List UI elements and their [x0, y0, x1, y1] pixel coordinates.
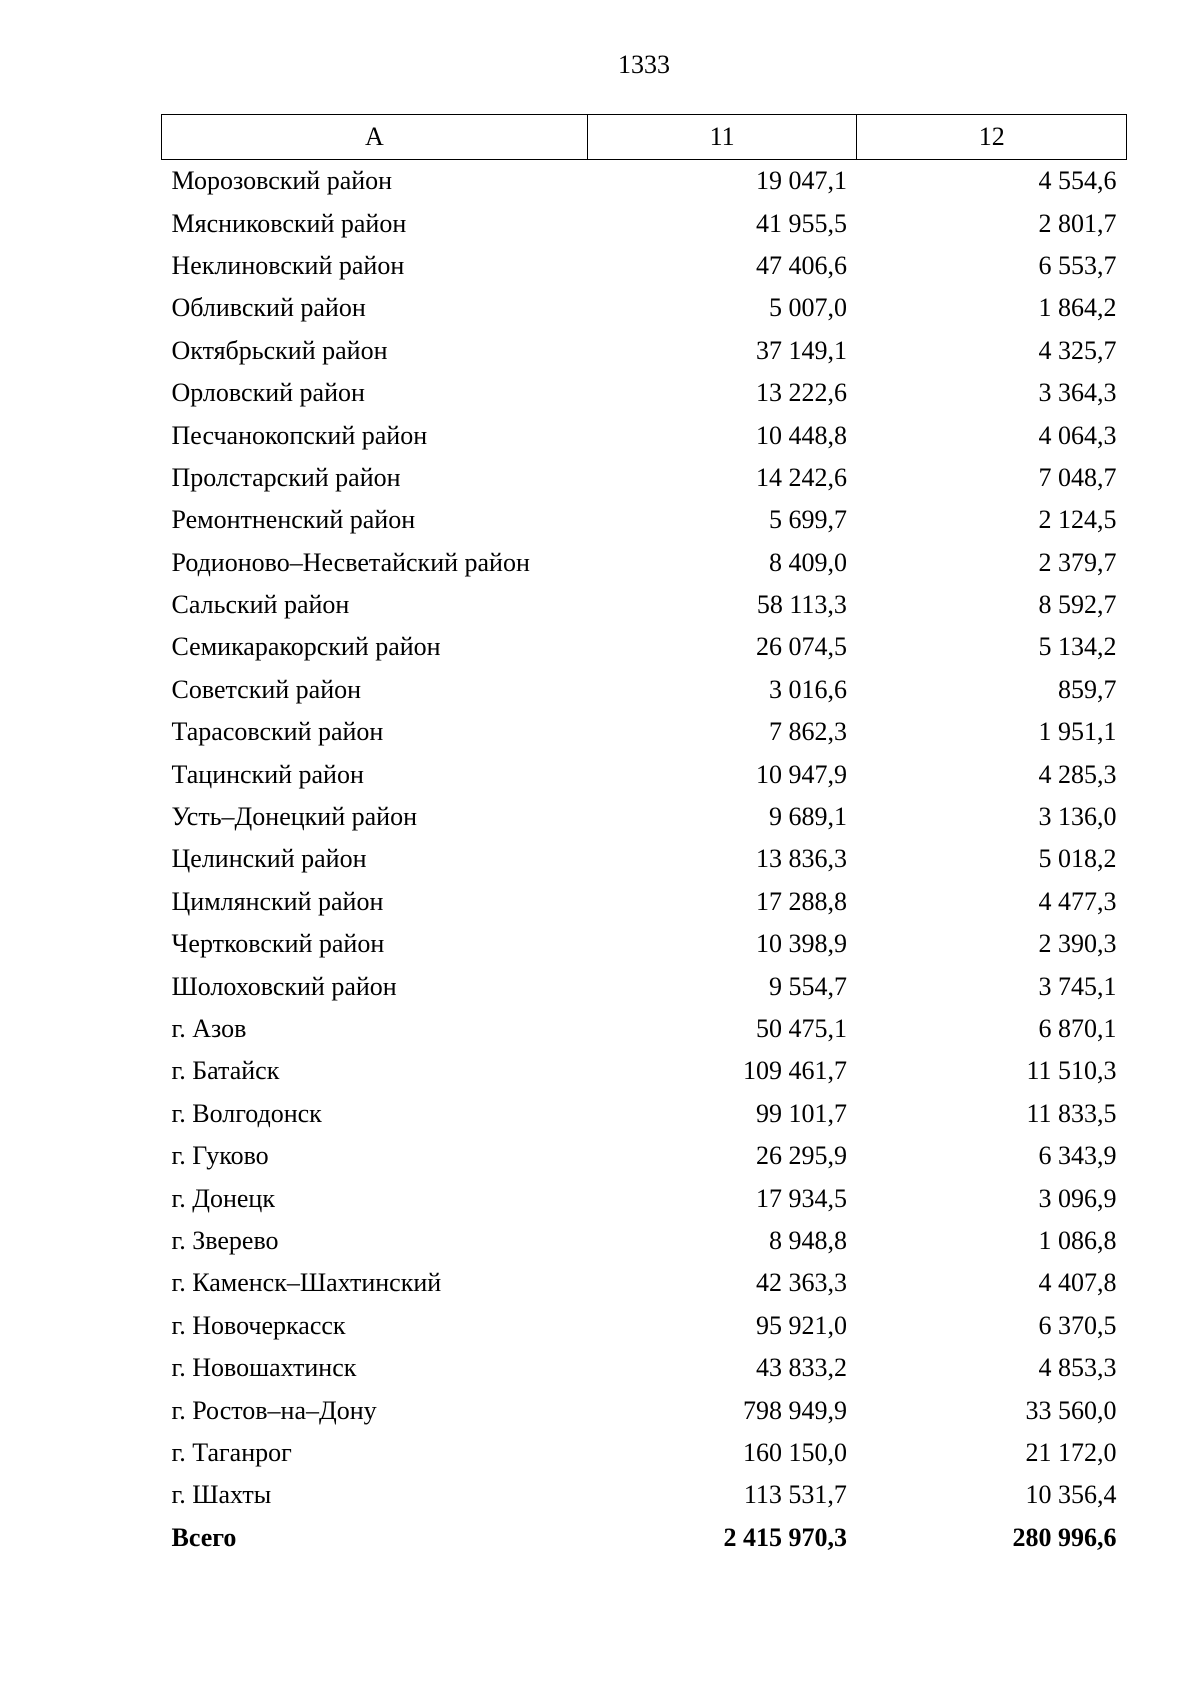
row-value-11: 19 047,1 [755, 166, 847, 196]
row-value-12: 2 124,5 [1038, 505, 1117, 535]
row-name: Семикаракорский район [171, 632, 441, 662]
row-name: Орловский район [171, 378, 365, 408]
row-value-12: 4 477,3 [1038, 886, 1117, 916]
row-value-12: 3 745,1 [1038, 971, 1117, 1001]
row-value-12: 2 390,3 [1038, 929, 1117, 959]
table-row [162, 287, 1127, 329]
row-value-12: 3 364,3 [1038, 378, 1117, 408]
row-value-11: 17 934,5 [755, 1183, 847, 1213]
row-name: Родионово–Несветайский район [171, 547, 530, 577]
table-row [162, 626, 1127, 668]
row-name: Сальский район [171, 590, 350, 620]
table-row [162, 1220, 1127, 1262]
table-row [162, 1474, 1127, 1516]
table-row [162, 1177, 1127, 1219]
row-value-12: 4 325,7 [1038, 335, 1117, 365]
total-value-12: 280 996,6 [1012, 1522, 1117, 1552]
row-name: Морозовский район [171, 166, 393, 196]
row-value-12: 5 134,2 [1038, 632, 1117, 662]
table-row [162, 965, 1127, 1007]
row-value-12: 8 592,7 [1038, 590, 1117, 620]
row-value-12: 4 554,6 [1038, 166, 1117, 196]
row-name: г. Батайск [171, 1056, 280, 1086]
header-col-12: 12 [857, 115, 1127, 160]
table-row [162, 542, 1127, 584]
table-row [162, 1389, 1127, 1431]
row-value-12: 11 510,3 [1026, 1056, 1117, 1086]
row-value-12: 6 343,9 [1038, 1141, 1117, 1171]
row-value-11: 109 461,7 [742, 1056, 847, 1086]
row-value-11: 37 149,1 [755, 335, 847, 365]
table-row [162, 881, 1127, 923]
row-value-11: 13 222,6 [755, 378, 847, 408]
row-value-12: 6 370,5 [1038, 1310, 1117, 1340]
row-value-12: 1 864,2 [1038, 293, 1117, 323]
row-value-11: 58 113,3 [756, 590, 847, 620]
row-value-11: 7 862,3 [768, 717, 847, 747]
header-row [162, 115, 1127, 160]
row-value-11: 9 689,1 [768, 802, 847, 832]
table-row [162, 796, 1127, 838]
table-row [162, 1093, 1127, 1135]
row-value-12: 11 833,5 [1026, 1098, 1117, 1128]
table-row [162, 753, 1127, 795]
row-name: г. Шахты [171, 1480, 272, 1510]
row-value-11: 10 398,9 [755, 929, 847, 959]
row-value-12: 4 853,3 [1038, 1353, 1117, 1383]
row-value-11: 8 409,0 [768, 547, 847, 577]
row-value-11: 14 242,6 [755, 462, 847, 492]
row-name: Мясниковский район [171, 208, 407, 238]
row-name: Песчанокопский район [171, 420, 428, 450]
row-name: г. Новошахтинск [171, 1353, 357, 1383]
row-value-11: 26 074,5 [755, 632, 847, 662]
table-row [162, 499, 1127, 541]
header-col-a: А [162, 115, 588, 160]
row-value-11: 10 947,9 [755, 759, 847, 789]
table-row [162, 1008, 1127, 1050]
row-value-11: 160 150,0 [742, 1437, 847, 1467]
table-header [162, 115, 1127, 160]
row-value-11: 5 699,7 [768, 505, 847, 535]
row-name: г. Ростов–на–Дону [171, 1395, 377, 1425]
row-name: Шолоховский район [171, 971, 397, 1001]
row-value-11: 3 016,6 [768, 674, 847, 704]
header-col-11: 11 [587, 115, 857, 160]
row-value-12: 21 172,0 [1025, 1437, 1117, 1467]
table-row [162, 330, 1127, 372]
row-name: Целинский район [171, 844, 367, 874]
total-label: Всего [171, 1522, 237, 1552]
row-value-12: 1 086,8 [1038, 1225, 1117, 1255]
table-row [162, 584, 1127, 626]
table-row [162, 923, 1127, 965]
row-name: Тацинский район [171, 759, 364, 789]
table-body [162, 160, 1127, 1559]
row-name: г. Каменск–Шахтинский [171, 1268, 442, 1298]
row-value-12: 3 136,0 [1038, 802, 1117, 832]
row-value-11: 95 921,0 [755, 1310, 847, 1340]
table-row [162, 457, 1127, 499]
row-value-11: 13 836,3 [755, 844, 847, 874]
row-value-12: 6 553,7 [1038, 250, 1117, 280]
row-name: Ремонтненский район [171, 505, 416, 535]
row-value-11: 41 955,5 [755, 208, 847, 238]
row-value-11: 99 101,7 [755, 1098, 847, 1128]
row-value-12: 1 951,1 [1038, 717, 1117, 747]
row-value-12: 4 407,8 [1038, 1268, 1117, 1298]
row-value-12: 859,7 [1058, 674, 1117, 704]
total-row [162, 1517, 1127, 1559]
row-name: Обливский район [171, 293, 366, 323]
row-value-11: 9 554,7 [768, 971, 847, 1001]
row-value-12: 7 048,7 [1038, 462, 1117, 492]
row-name: г. Азов [171, 1014, 247, 1043]
row-value-12: 3 096,9 [1038, 1183, 1117, 1213]
row-value-12: 2 379,7 [1038, 547, 1117, 577]
table-row [162, 1050, 1127, 1092]
row-name: г. Новочеркасск [171, 1310, 346, 1340]
row-name: Пролстарский район [171, 462, 401, 492]
row-value-11: 5 007,0 [768, 293, 847, 323]
table-row [162, 1135, 1127, 1177]
row-name: Усть–Донецкий район [171, 802, 417, 832]
row-value-11: 50 475,1 [755, 1014, 847, 1043]
row-value-11: 10 448,8 [755, 420, 847, 450]
row-name: Цимлянский район [171, 886, 384, 916]
table-row [162, 711, 1127, 753]
row-value-11: 26 295,9 [755, 1141, 847, 1171]
total-value-11: 2 415 970,3 [723, 1522, 847, 1552]
table-row [162, 1347, 1127, 1389]
table-row [162, 202, 1127, 244]
table-row [162, 245, 1127, 287]
row-name: г. Таганрог [171, 1437, 292, 1467]
table-row [162, 838, 1127, 880]
table-row [162, 414, 1127, 456]
row-value-12: 33 560,0 [1025, 1395, 1117, 1425]
row-value-11: 113 531,7 [743, 1480, 847, 1510]
row-value-11: 8 948,8 [768, 1225, 847, 1255]
row-name: Чертковский район [171, 929, 385, 959]
table-row [162, 160, 1127, 203]
row-value-11: 42 363,3 [755, 1268, 847, 1298]
row-value-11: 47 406,6 [755, 250, 847, 280]
row-name: г. Зверево [171, 1225, 279, 1255]
table-row [162, 669, 1127, 711]
table-row [162, 372, 1127, 414]
page-number: 1333 [618, 50, 670, 79]
row-value-12: 5 018,2 [1038, 844, 1117, 874]
row-value-11: 43 833,2 [755, 1353, 847, 1383]
table-row [162, 1432, 1127, 1474]
row-value-12: 10 356,4 [1025, 1480, 1117, 1510]
row-name: г. Донецк [171, 1183, 275, 1213]
row-value-12: 4 285,3 [1038, 759, 1117, 789]
row-name: Советский район [171, 674, 362, 704]
row-value-11: 17 288,8 [755, 886, 847, 916]
row-name: Тарасовский район [171, 717, 384, 747]
row-value-11: 798 949,9 [742, 1395, 847, 1425]
table-row [162, 1262, 1127, 1304]
row-value-12: 2 801,7 [1038, 208, 1117, 238]
row-name: г. Гуково [171, 1141, 269, 1171]
row-name: Неклиновский район [171, 250, 405, 280]
row-value-12: 4 064,3 [1038, 420, 1117, 450]
data-table [161, 114, 1127, 1559]
row-name: Октябрьский район [171, 335, 388, 365]
table-row [162, 1305, 1127, 1347]
row-value-12: 6 870,1 [1038, 1014, 1117, 1043]
row-name: г. Волгодонск [171, 1098, 322, 1128]
